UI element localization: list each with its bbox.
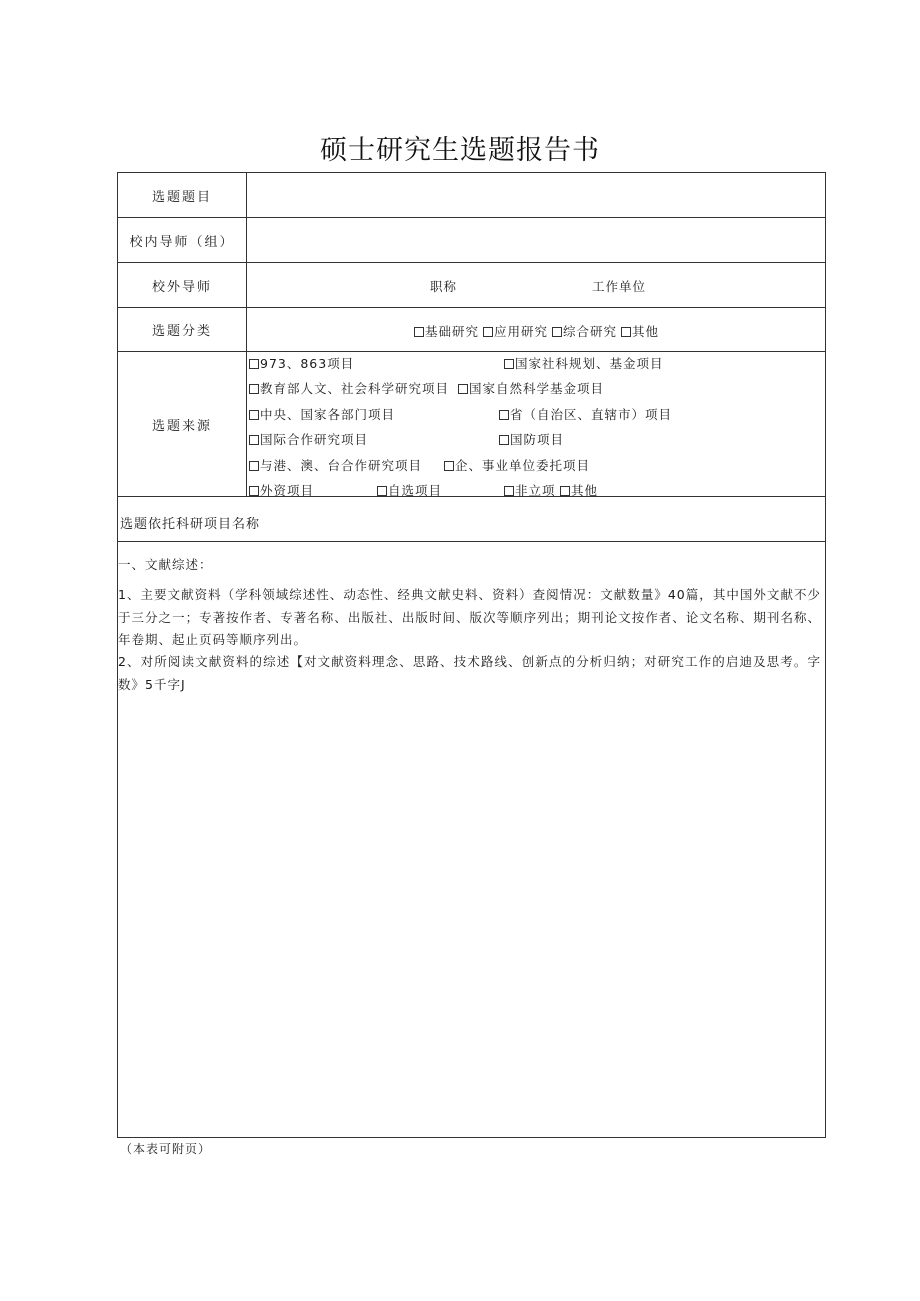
checkbox-icon (499, 435, 509, 445)
topic-category-label: 选题分类 (118, 308, 247, 351)
report-form (117, 172, 826, 1138)
row-external-advisor (118, 263, 825, 308)
checkbox-icon (458, 384, 468, 394)
row-topic-category (118, 308, 825, 352)
checkbox-icon (414, 327, 424, 337)
checkbox-icon (444, 461, 454, 471)
checkbox-icon (504, 486, 514, 496)
checkbox-icon (504, 359, 514, 369)
source-option[interactable]: 其他 (560, 481, 598, 499)
checkbox-icon (621, 327, 631, 337)
internal-advisor-label: 校内导师（组） (118, 218, 247, 262)
checkbox-icon (552, 327, 562, 337)
source-option[interactable]: 国家社科规划、基金项目 (504, 354, 664, 372)
source-option[interactable]: 自选项目 (377, 481, 442, 499)
checkbox-icon (483, 327, 493, 337)
review-item-1: 1、主要文献资料（学科领域综述性、动态性、经典文献史料、资料）查阅情况：文献数量》40篇，其中国外文献不少于三分之一；专著按作者、专著名称、出版社、出版时间、版次等顺序列出；期刊论文按作者、论文名称、期刊名称、年卷期、起止页码等顺序列出。 (118, 587, 821, 647)
row-internal-advisor (118, 218, 825, 263)
checkbox-icon (249, 486, 259, 496)
topic-title-label: 选题题目 (118, 173, 247, 217)
external-advisor-field[interactable] (247, 263, 825, 307)
review-heading: 一、文献综述： (118, 557, 213, 572)
checkbox-icon (249, 435, 259, 445)
row-project-name (118, 497, 825, 542)
source-option[interactable]: 企、事业单位委托项目 (444, 456, 590, 474)
checkbox-icon (249, 359, 259, 369)
category-option[interactable]: 其他 (621, 322, 659, 340)
row-topic-title (118, 173, 825, 218)
source-option[interactable]: 外资项目 (249, 481, 314, 499)
source-option[interactable]: 国家自然科学基金项目 (458, 379, 604, 397)
topic-source-label: 选题来源 (118, 352, 247, 496)
source-option[interactable]: 非立项 (504, 481, 556, 499)
checkbox-icon (377, 486, 387, 496)
topic-category-options (247, 308, 825, 351)
category-option[interactable]: 基础研究 (414, 322, 479, 340)
job-title-label: 职称 (430, 279, 458, 294)
internal-advisor-field[interactable] (247, 218, 825, 262)
literature-review-section (118, 542, 825, 1137)
source-option[interactable]: 973、863项目 (249, 354, 354, 372)
category-option[interactable]: 应用研究 (483, 322, 548, 340)
source-option[interactable]: 国防项目 (499, 430, 564, 448)
source-option[interactable]: 与港、澳、台合作研究项目 (249, 456, 422, 474)
employer-label: 工作单位 (592, 279, 647, 294)
checkbox-icon (249, 461, 259, 471)
topic-title-field[interactable] (247, 173, 825, 217)
source-option[interactable]: 国际合作研究项目 (249, 430, 368, 448)
page-title: 硕士研究生选题报告书 (320, 135, 600, 166)
category-option[interactable]: 综合研究 (552, 322, 617, 340)
topic-source-options (247, 352, 825, 496)
source-option[interactable]: 教育部人文、社会科学研究项目 (249, 379, 449, 397)
review-item-2: 2、对所阅读文献资料的综述【对文献资料理念、思路、技术路线、创新点的分析归纳；对研究工作的启迪及思考。字数》5千字J (118, 654, 821, 692)
external-advisor-label: 校外导师 (118, 263, 247, 307)
project-name-label: 选题依托科研项目名称 (120, 517, 261, 532)
row-topic-source (118, 352, 825, 497)
source-option[interactable]: 中央、国家各部门项目 (249, 405, 395, 423)
checkbox-icon (499, 410, 509, 420)
footnote: （本表可附页） (120, 1142, 212, 1156)
checkbox-icon (249, 384, 259, 394)
checkbox-icon (249, 410, 259, 420)
checkbox-icon (560, 486, 570, 496)
source-option[interactable]: 省（自治区、直辖市）项目 (499, 405, 672, 423)
